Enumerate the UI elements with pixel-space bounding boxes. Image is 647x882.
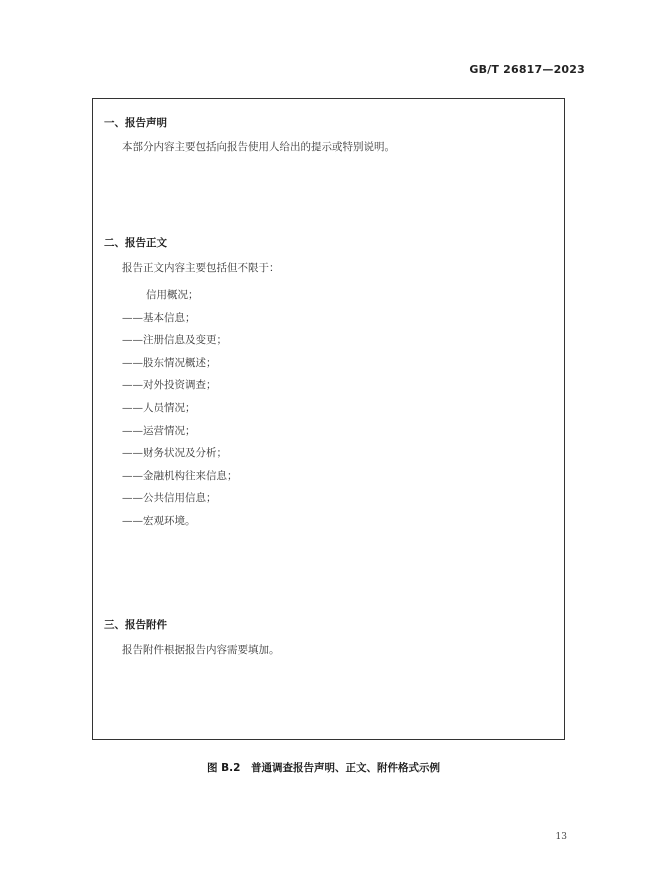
list-item: ——对外投资调查； <box>122 379 217 392</box>
section-title-attachments: 三、报告附件 <box>104 619 167 631</box>
list-item: ——金融机构往来信息； <box>122 469 238 482</box>
list-item: ——财务状况及分析； <box>122 447 227 460</box>
list-item: ——注册信息及变更； <box>122 334 227 347</box>
list-item: ——人员情况； <box>122 401 196 414</box>
list-item: ——宏观环境。 <box>122 514 196 527</box>
section-text-declaration: 本部分内容主要包括向报告使用人给出的提示或特别说明。 <box>122 141 395 153</box>
page-number: 13 <box>555 832 567 842</box>
list-item: ——基本信息； <box>122 311 196 324</box>
list-item: ——运营情况； <box>122 424 196 437</box>
section-text-main-body: 报告正文内容主要包括但不限于： <box>122 262 280 274</box>
section-title-declaration: 一、报告声明 <box>104 117 167 129</box>
list-item: ——股东情况概述； <box>122 356 217 369</box>
list-item: ——公共信用信息； <box>122 492 217 505</box>
section-title-main-body: 二、报告正文 <box>104 237 167 249</box>
standard-code: GB/T 26817—2023 <box>469 63 585 76</box>
section-text-attachments: 报告附件根据报告内容需要填加。 <box>122 644 280 656</box>
figure-caption: 图 B.2 普通调查报告声明、正文、附件格式示例 <box>207 762 440 774</box>
report-format-frame <box>92 98 565 740</box>
main-body-item-list <box>122 288 238 537</box>
list-item: 信用概况； <box>146 289 199 301</box>
